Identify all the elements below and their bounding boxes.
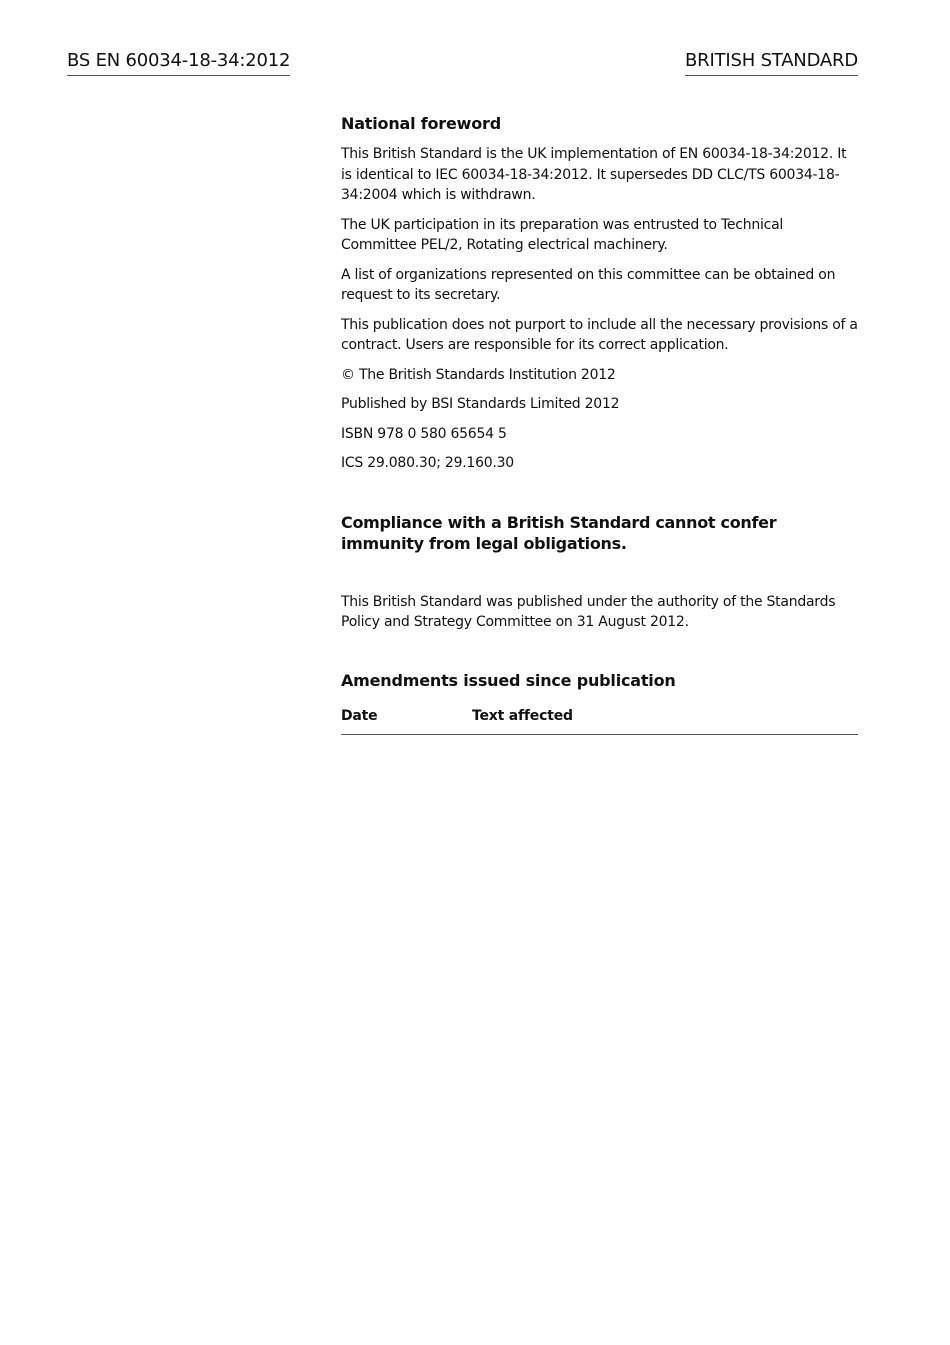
authority-note: This British Standard was published under the authority of the Standards Policy and Strategy Committee on 31 August 2012. [341,593,836,630]
publisher-line: Published by BSI Standards Limited 2012 [341,396,620,412]
copyright-line: © The British Standards Institution 2012 [341,366,616,383]
foreword-paragraph-3: A list of organizations represented on this committee can be obtained on request to its secretary. [341,266,836,303]
foreword-paragraph-2: The UK participation in its preparation was entrusted to Technical Committee PEL/2, Rotating electrical machinery. [341,216,784,253]
national-foreword-section [341,113,858,735]
document-number-header: BS EN 60034-18-34:2012 [67,49,290,76]
british-standard-header: BRITISH STANDARD [685,49,858,76]
foreword-paragraph-1: This British Standard is the UK implementation of EN 60034-18-34:2012. It is identical to IEC 60034-18-34:2012. It supersedes DD CLC/TS 60034-18-34:2004 which is withdrawn. [341,146,847,203]
isbn-line: ISBN 978 0 580 65654 5 [341,425,507,442]
text-affected-column-header: Text affected [472,707,573,724]
foreword-title: National foreword [341,114,501,133]
compliance-note: Compliance with a British Standard cannot confer immunity from legal obligations. [341,512,777,553]
foreword-paragraph-4: This publication does not purport to include all the necessary provisions of a contract. Users are responsible for its correct application. [341,316,858,353]
ics-line: ICS 29.080.30; 29.160.30 [341,455,514,471]
amendments-title: Amendments issued since publication [341,670,676,690]
amendments-table-header [341,706,858,735]
date-column-header: Date [341,707,378,724]
